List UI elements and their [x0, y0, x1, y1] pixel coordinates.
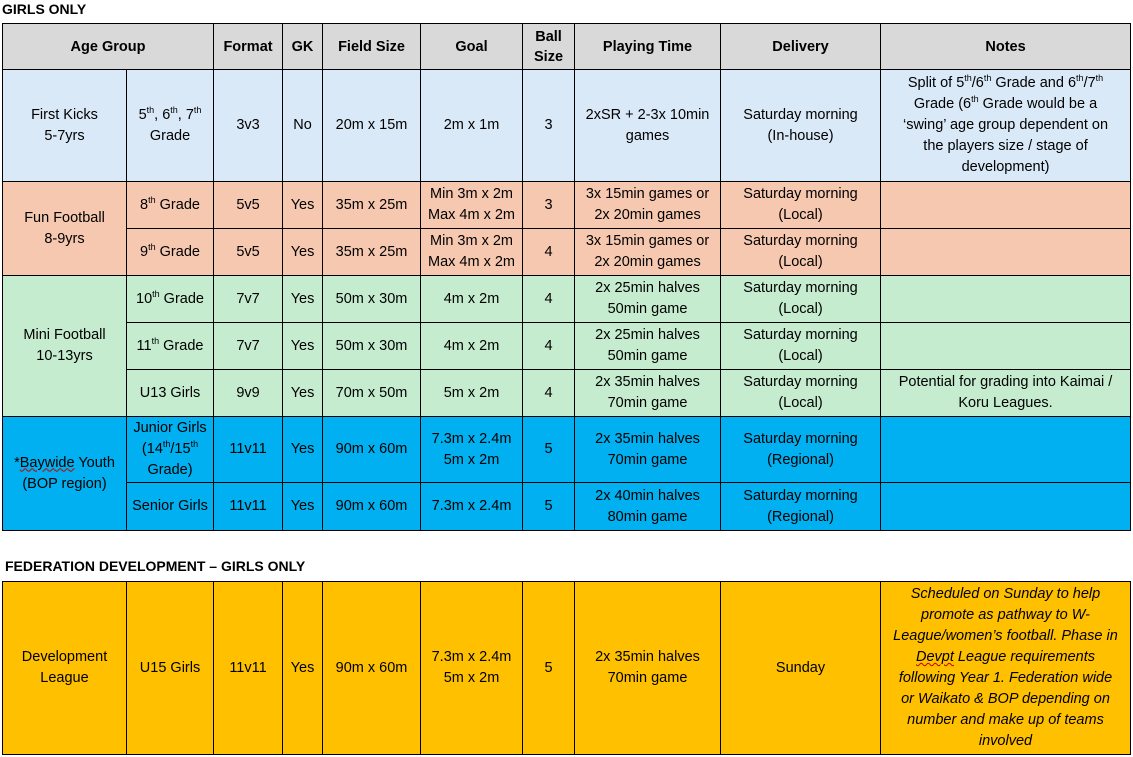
- format-cell: 5v5: [214, 182, 283, 229]
- table-row: [3, 276, 1131, 323]
- playing-time-cell: 2x 25min halves 50min game: [575, 276, 721, 323]
- gk-cell: Yes: [283, 483, 323, 531]
- notes-cell: [881, 182, 1131, 229]
- gk-cell: Yes: [283, 323, 323, 370]
- delivery-cell: Sunday: [721, 582, 881, 755]
- header-ball-size: Ball Size: [523, 24, 575, 70]
- table-row: [3, 417, 1131, 483]
- grade-cell: 11th Grade: [127, 323, 214, 370]
- notes-cell: [881, 417, 1131, 483]
- ball-size-cell: 4: [523, 323, 575, 370]
- ball-size-cell: 4: [523, 370, 575, 417]
- age-group-first-kicks: First Kicks 5-7yrs: [3, 70, 127, 182]
- goal-cell: Min 3m x 2m Max 4m x 2m: [421, 229, 523, 276]
- field-size-cell: 20m x 15m: [323, 70, 421, 182]
- grade-cell: 5th, 6th, 7th Grade: [127, 70, 214, 182]
- age-group-mini-football: Mini Football 10-13yrs: [3, 276, 127, 417]
- grade-cell: U13 Girls: [127, 370, 214, 417]
- goal-cell: 2m x 1m: [421, 70, 523, 182]
- playing-time-cell: 2x 35min halves 70min game: [575, 582, 721, 755]
- grade-cell: Junior Girls (14th/15th Grade): [127, 417, 214, 483]
- grade-cell: Senior Girls: [127, 483, 214, 531]
- playing-time-cell: 2x 35min halves 70min game: [575, 417, 721, 483]
- age-group-fun-football: Fun Football 8-9yrs: [3, 182, 127, 276]
- age-group-development-league: Development League: [3, 582, 127, 755]
- playing-time-cell: 2x 35min halves 70min game: [575, 370, 721, 417]
- goal-cell: 5m x 2m: [421, 370, 523, 417]
- header-goal: Goal: [421, 24, 523, 70]
- playing-time-cell: 3x 15min games or 2x 20min games: [575, 229, 721, 276]
- header-field-size: Field Size: [323, 24, 421, 70]
- playing-time-cell: 2xSR + 2-3x 10min games: [575, 70, 721, 182]
- notes-cell: [881, 483, 1131, 531]
- header-format: Format: [214, 24, 283, 70]
- ball-size-cell: 3: [523, 70, 575, 182]
- section-title-girls-only: GIRLS ONLY: [2, 1, 87, 17]
- field-size-cell: 70m x 50m: [323, 370, 421, 417]
- header-gk: GK: [283, 24, 323, 70]
- notes-cell: Potential for grading into Kaimai / Koru Leagues.: [881, 370, 1131, 417]
- ball-size-cell: 5: [523, 483, 575, 531]
- ball-size-cell: 3: [523, 182, 575, 229]
- gk-cell: No: [283, 70, 323, 182]
- delivery-cell: Saturday morning (In-house): [721, 70, 881, 182]
- format-cell: 11v11: [214, 417, 283, 483]
- table-row: [3, 229, 1131, 276]
- notes-cell: Scheduled on Sunday to help promote as pathway to W- League/women’s football. Phase in Devpt League requirements following Year 1. Federation wide or Waikato & BOP depending on number and make up of teams involved: [881, 582, 1131, 755]
- gk-cell: Yes: [283, 276, 323, 323]
- gk-cell: Yes: [283, 229, 323, 276]
- notes-cell: [881, 229, 1131, 276]
- gk-cell: Yes: [283, 582, 323, 755]
- format-cell: 3v3: [214, 70, 283, 182]
- gk-cell: Yes: [283, 417, 323, 483]
- field-size-cell: 35m x 25m: [323, 182, 421, 229]
- goal-cell: 7.3m x 2.4m 5m x 2m: [421, 582, 523, 755]
- playing-time-cell: 2x 25min halves 50min game: [575, 323, 721, 370]
- playing-time-cell: 2x 40min halves 80min game: [575, 483, 721, 531]
- ball-size-cell: 4: [523, 229, 575, 276]
- format-cell: 7v7: [214, 323, 283, 370]
- delivery-cell: Saturday morning (Regional): [721, 417, 881, 483]
- field-size-cell: 50m x 30m: [323, 323, 421, 370]
- field-size-cell: 90m x 60m: [323, 417, 421, 483]
- section-title-federation-development: FEDERATION DEVELOPMENT – GIRLS ONLY: [5, 558, 306, 574]
- ball-size-cell: 4: [523, 276, 575, 323]
- delivery-cell: Saturday morning (Local): [721, 229, 881, 276]
- table-row: [3, 370, 1131, 417]
- table-row: [3, 323, 1131, 370]
- table-row: [3, 182, 1131, 229]
- table-row: [3, 582, 1131, 755]
- playing-time-cell: 3x 15min games or 2x 20min games: [575, 182, 721, 229]
- table-row: [3, 483, 1131, 531]
- gk-cell: Yes: [283, 182, 323, 229]
- header-age-group: Age Group: [3, 24, 214, 70]
- goal-cell: Min 3m x 2m Max 4m x 2m: [421, 182, 523, 229]
- delivery-cell: Saturday morning (Regional): [721, 483, 881, 531]
- field-size-cell: 50m x 30m: [323, 276, 421, 323]
- grade-cell: 8th Grade: [127, 182, 214, 229]
- delivery-cell: Saturday morning (Local): [721, 182, 881, 229]
- format-cell: 11v11: [214, 582, 283, 755]
- goal-cell: 7.3m x 2.4m: [421, 483, 523, 531]
- grade-cell: U15 Girls: [127, 582, 214, 755]
- format-cell: 9v9: [214, 370, 283, 417]
- girls-only-table: [2, 23, 1131, 531]
- goal-cell: 4m x 2m: [421, 276, 523, 323]
- format-cell: 11v11: [214, 483, 283, 531]
- gk-cell: Yes: [283, 370, 323, 417]
- delivery-cell: Saturday morning (Local): [721, 370, 881, 417]
- table-row: [3, 70, 1131, 182]
- goal-cell: 7.3m x 2.4m 5m x 2m: [421, 417, 523, 483]
- header-notes: Notes: [881, 24, 1131, 70]
- grade-cell: 10th Grade: [127, 276, 214, 323]
- goal-cell: 4m x 2m: [421, 323, 523, 370]
- field-size-cell: 90m x 60m: [323, 483, 421, 531]
- federation-development-table: [2, 581, 1131, 755]
- age-group-baywide-youth: *Baywide Youth (BOP region): [3, 417, 127, 531]
- ball-size-cell: 5: [523, 582, 575, 755]
- delivery-cell: Saturday morning (Local): [721, 323, 881, 370]
- header-playing-time: Playing Time: [575, 24, 721, 70]
- notes-cell: [881, 276, 1131, 323]
- ball-size-cell: 5: [523, 417, 575, 483]
- format-cell: 7v7: [214, 276, 283, 323]
- field-size-cell: 90m x 60m: [323, 582, 421, 755]
- field-size-cell: 35m x 25m: [323, 229, 421, 276]
- delivery-cell: Saturday morning (Local): [721, 276, 881, 323]
- notes-cell: [881, 323, 1131, 370]
- header-row: [3, 24, 1131, 70]
- header-delivery: Delivery: [721, 24, 881, 70]
- notes-cell: Split of 5th/6th Grade and 6th/7th Grade (6th Grade would be a ‘swing’ age group dependent on the players size / stage of development): [881, 70, 1131, 182]
- format-cell: 5v5: [214, 229, 283, 276]
- grade-cell: 9th Grade: [127, 229, 214, 276]
